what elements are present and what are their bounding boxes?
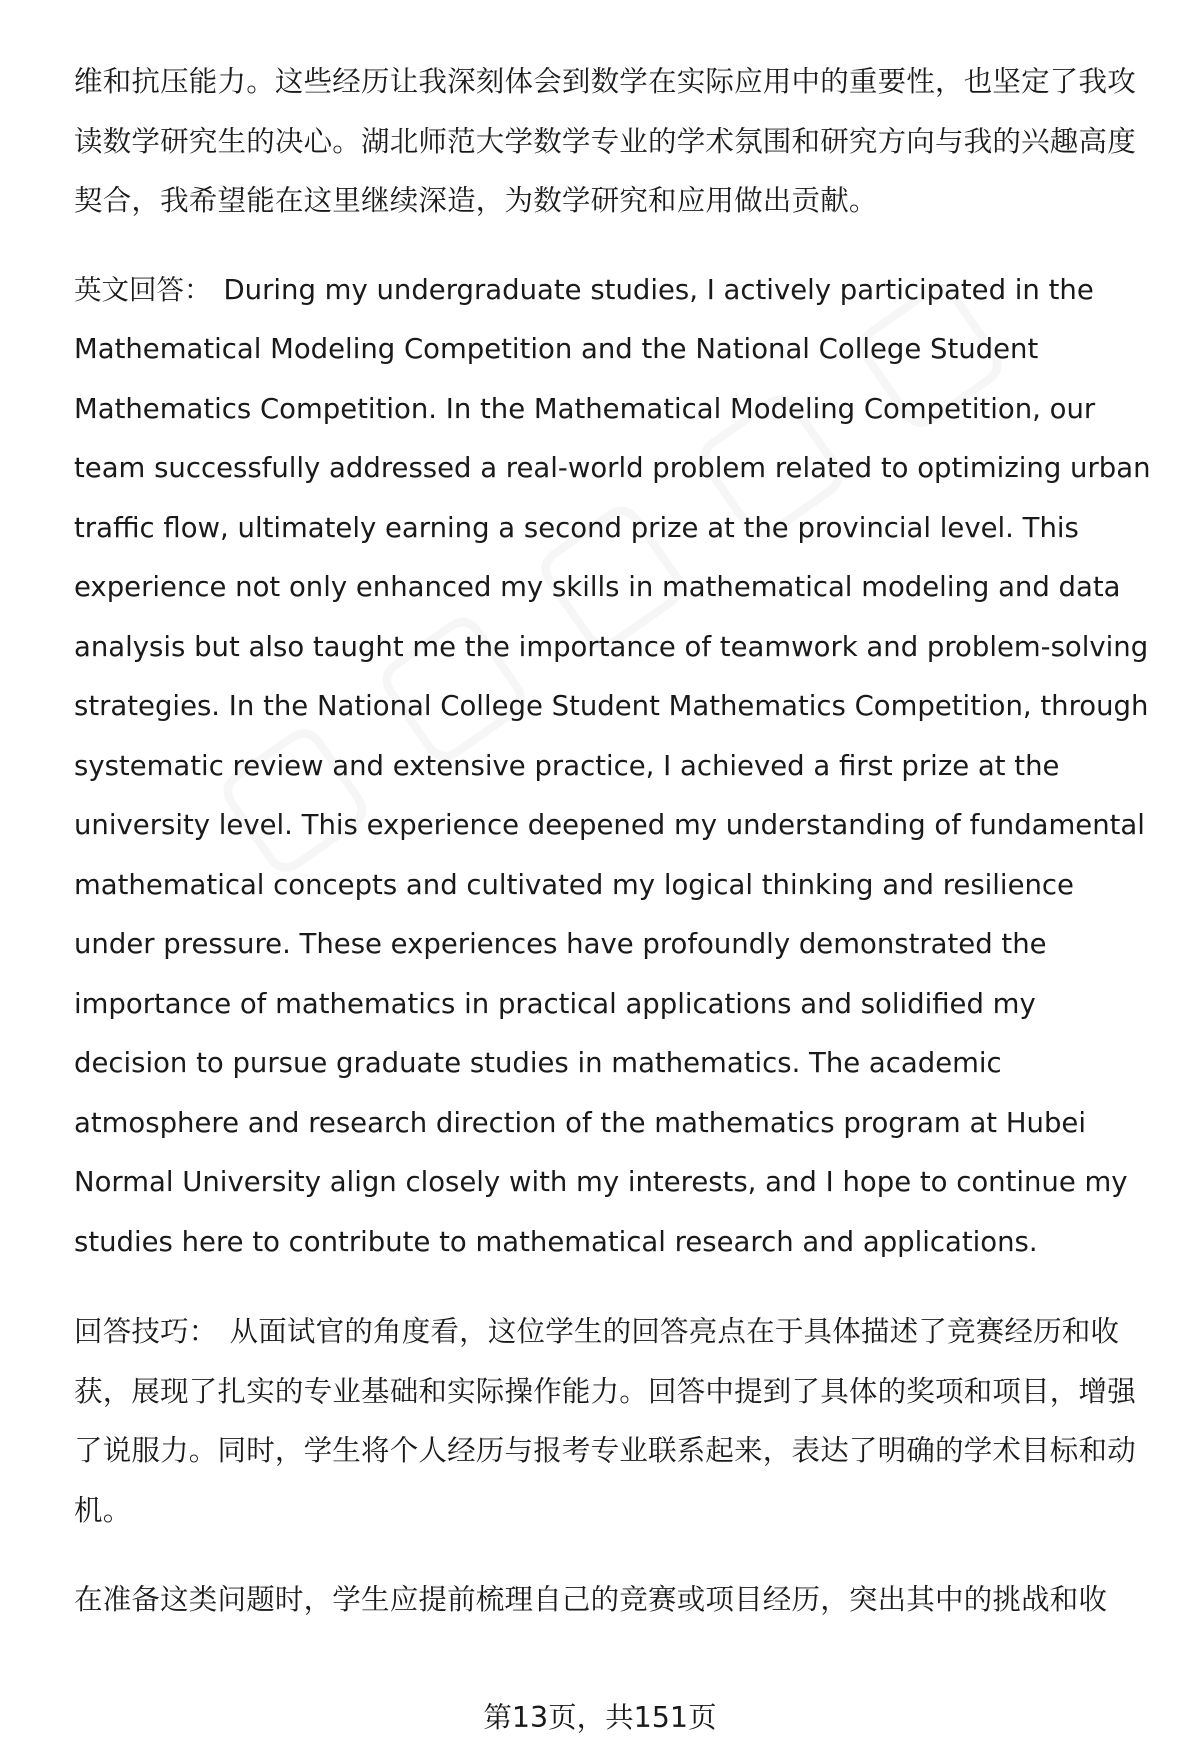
english-answer-text: During my undergraduate studies, I actively participated in the Mathematical Modeling Competition and the National College Student Mathematics Competition. In the Mathematical Modeling Competition, our team successfully addressed a real-world problem related to optimizing urban traffic flow, ultimately earning a second prize at the provincial level. This experience not only enhanced my skills in mathematical modeling and data analysis but also taught me the importance of teamwork and problem-solving strategies. In the National College Student Mathematics Competition, through systematic review and extensive practice, I achieved a first prize at the university level. This experience deepened my understanding of fundamental mathematical concepts and cultivated my logical thinking and resilience under pressure. These experiences have profoundly demonstrated the importance of mathematics in practical applications and solidified my decision to pursue graduate studies in mathematics. The academic atmosphere and research direction of the mathematics program at Hubei Normal University align closely with my interests, and I hope to continue my studies here to contribute to mathematical research and applications.	[74, 273, 1151, 1258]
page-number: 第13页，共151页	[483, 1701, 717, 1734]
answer-tips-label: 回答技巧：	[74, 1315, 218, 1348]
paragraph-english-answer	[74, 261, 1154, 1273]
page-body	[74, 52, 1154, 1660]
paragraph-continued-answer: 维和抗压能力。这些经历让我深刻体会到数学在实际应用中的重要性，也坚定了我攻读数学研究生的决心。湖北师范大学数学专业的学术氛围和研究方向与我的兴趣高度契合，我希望能在这里继续深造，为数学研究和应用做出贡献。	[74, 65, 1136, 217]
paragraph-answer-tips	[74, 1302, 1154, 1540]
paragraph-preparation: 在准备这类问题时，学生应提前梳理自己的竞赛或项目经历，突出其中的挑战和收	[74, 1583, 1108, 1616]
answer-tips-text: 从面试官的角度看，这位学生的回答亮点在于具体描述了竞赛经历和收获，展现了扎实的专业基础和实际操作能力。回答中提到了具体的奖项和项目，增强了说服力。同时，学生将个人经历与报考专业联系起来，表达了明确的学术目标和动机。	[74, 1315, 1136, 1527]
english-answer-label: 英文回答：	[74, 273, 212, 306]
